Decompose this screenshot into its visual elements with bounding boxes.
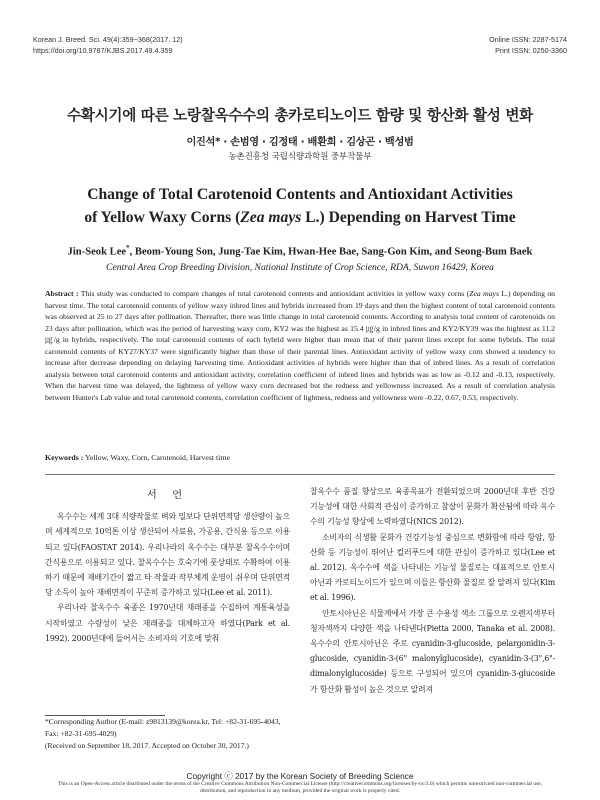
paragraph: 우리나라 찰옥수수 육종은 1970년대 재래종을 수집하여 계통육성을 시작하였고 수량성이 낮은 재래종을 대체하고자 하였다(Park et al. 1992). 2000년대에 들어서는 소비자의 기호에 맞춰 <box>45 603 290 643</box>
online-issn: Online ISSN: 2287-5174 <box>489 35 567 44</box>
title-en-pre: of Yellow Waxy Corns ( <box>84 209 241 226</box>
issn-header <box>489 34 567 56</box>
abstract-text-pre: This study was conducted to compare changes of total carotenoid contents and antioxidant activities in yellow waxy corns ( <box>78 289 470 298</box>
author-first: Jin-Seok Lee <box>67 246 127 258</box>
keywords-text: Yellow, Waxy, Corn, Carotenoid, Harvest time <box>83 453 230 462</box>
affiliation-korean: 농촌진흥청 국립식량과학원 중부작물부 <box>228 151 372 161</box>
paragraph: 찰옥수수 품질 향상으로 육종목표가 전환되었으며 2000년대 후반 건강 기능성에 대한 사회적 관심이 증가하고 참살이 문화가 확산됨에 따라 옥수수의 기능성 향상에 노력하였다(NICS 2012). <box>310 487 555 527</box>
title-english-line2 <box>0 206 600 229</box>
abstract <box>45 288 555 403</box>
abstract-text-post: L.) depending on harvest time. The total carotenoid contents of yellow waxy inbred lines and hybrids increased from 19 days and then the highest content of total carotenoid contents was observed at 25 to 27 days after pollination. Thereafter, there was little change in total carotenoid contents. According to analysis total content of carotenoids on 23 days after pollination, which was the period of harvesting waxy corn, KY2 was the highest as 15.4 ㎍/g in inbred lines and KY2/KY39 was the hightest as 11.2 ㎍/g in hybrids, respectively. The total carotenoid contents of each hybrid were higher than mean that of their parent lines except for some hybrids. The total carotenoid contents of KY27/KY37 were significantly higher than those of their parental lines. Antioxidant activity of yellow waxy corn showed a tendency to increase after decrease depending on delaying harvesting time. Antioxidant activities of hybrids were higher than that of inbred lines. As a result of correlation analysis between total carotenoid contents and antioxidant activity, correlation coefficient of inbred lines and hybrids was as low as -0.12 and -0.13, respectively. When the harvest time was delayed, the lightness of yellow waxy corn decreased but the redness and yellowness increased. As a result of correlation analysis between Hunter's Lab value and total carotenoid contents, correlation coefficient of lightness, redness and yellowness were -0.22, 0.67, 0.53, respectively. <box>45 289 556 402</box>
section-divider <box>45 474 555 475</box>
corresponding-author-footnote: *Corresponding Author (E-mail: z9813139@korea.kr, Tel: +82-31-695-4043, Fax: +82-31-695-4029) <box>45 717 281 738</box>
journal-header <box>33 34 183 56</box>
abstract-label: Abstract : <box>45 289 79 298</box>
received-dates: (Received on September 18, 2017. Accepted on October 30, 2017.) <box>45 741 249 750</box>
paragraph: 옥수수는 세계 3대 식량작물로 벼와 밀보다 단위면적당 생산량이 높으며 세계적으로 10억톤 이상 생산되어 사료용, 가공용, 간식용 등으로 이용되고 있다(FAOSTAT 2014). 우리나라의 옥수수는 대부분 찰옥수수이며 간식용으로 이용되고 있다. 찰옥수수는 호숙기에 풋상태로 수확하여 이용하기 때문에 재배기간이 짧고 타 작물과 작부체계 운영이 쉬우며 단위면적당 소득이 높아 재배면적이 꾸준히 증가하고 있다(Lee et al. 2011). <box>45 512 290 598</box>
authors-english <box>0 244 600 258</box>
abstract-species: Zea mays <box>469 289 499 298</box>
section-title-introduction: 서 언 <box>146 489 189 501</box>
keywords <box>45 453 555 462</box>
title-en-post: L.) Depending on Harvest Time <box>301 209 516 226</box>
title-english-line1: Change of Total Carotenoid Contents and Antioxidant Activities <box>87 186 513 203</box>
copyright-notice: Copyright ⓒ 2017 by the Korean Society of Breeding Science <box>186 771 414 781</box>
title-korean: 수확시기에 따른 노랑찰옥수수의 총카로티노이드 함량 및 항산화 활성 변화 <box>67 107 533 124</box>
corresponding-mark: * <box>126 244 130 252</box>
print-issn: Print ISSN: 0250-3360 <box>495 46 567 55</box>
authors-korean: 이진석* · 손범영 · 김정태 · 배환희 · 김상곤 · 백성범 <box>186 137 414 148</box>
journal-citation: Korean J. Breed. Sci. 49(4):359~368(2017. 12) <box>33 35 183 44</box>
authors-rest: , Beom-Young Son, Jung-Tae Kim, Hwan-Hee Bae, Sang-Gon Kim, and Seong-Bum Baek <box>129 246 533 258</box>
paragraph: 소비자의 식생활 문화가 건강기능성 중심으로 변화함에 따라 항암, 항산화 등 기능성이 뛰어난 컬러푸드에 대한 관심이 증가하고 있다(Lee et al. 2012). 옥수수에 색을 나타내는 기능성 물질로는 대표적으로 안토시아닌과 카로티노이드가 있으며 이들은 항산화 물질로 잘 알려져 있다(Kim et al. 1996). <box>310 532 555 603</box>
affiliation-english: Central Area Crop Breeding Division, National Institute of Crop Science, RDA, Suwon 16429, Korea <box>106 262 494 273</box>
title-english <box>0 183 600 229</box>
title-en-species: Zea mays <box>240 209 302 226</box>
left-column <box>45 484 290 646</box>
keywords-label: Keywords : <box>45 453 84 462</box>
right-column <box>310 484 555 697</box>
paragraph: 안토시아닌은 식물계에서 가장 큰 수용성 색소 그룹으로 오렌지색부터 청자색까지 다양한 색을 나타낸다(Pietta 2000, Tanaka et al. 2008). 옥수수의 안토시아닌은 주로 cyanidin-3-glucoside, pelargonidin-3-glucoside, cyanidin-3-(6" malonylglucoside), cyanidin-3-(3",6"-dimalonylglucoside) 등으로 구성되어 있으며 cyanidin-3-glucoside가 항산화 활성이 높은 것으로 알려져 <box>310 608 555 694</box>
license-notice: This is an Open-Access article distributed under the terms of the Creative Commons Attribution Non-Commercial License (http://creativecommons.org/licenses/by-nc/3.0) which permits unrestricted non-commercial use, distribution, and reproduction in any medium, provided the original work is properly cited. <box>57 781 543 794</box>
doi-link[interactable]: https://doi.org/10.9787/KJBS.2017.49.4.359 <box>33 46 173 55</box>
